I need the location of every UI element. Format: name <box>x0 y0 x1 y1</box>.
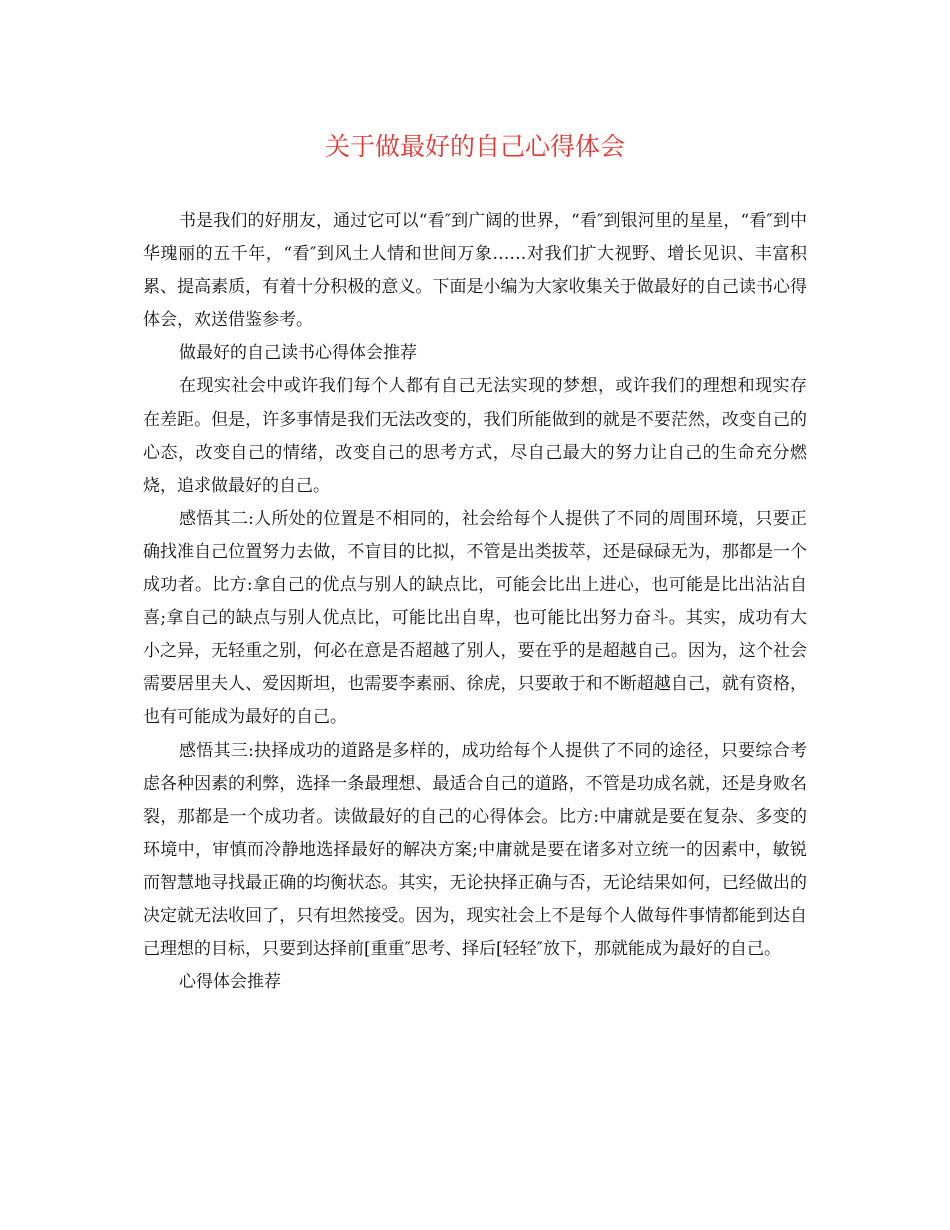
paragraph-insight-three: 感悟其三:抉择成功的道路是多样的，成功给每个人提供了不同的途径，只要综合考虑各种因素的利弊，选择一条最理想、最适合自己的道路，不管是功成名就，还是身败名裂，那都是一个成功者。读做最好的自己的心得体会。比方:中庸就是要在复杂、多变的环境中，审慎而冷静地选择最好的解决方案;中庸就是要在诸多对立统一的因素中，敏锐而智慧地寻找最正确的均衡状态。其实，无论抉择正确与否，无论结果如何，已经做出的决定就无法收回了，只有坦然接受。因为，现实社会上不是每个人做每件事情都能到达自己理想的目标，只要到达择前[重重″思考、择后[轻轻″放下，那就能成为最好的自己。 <box>143 740 807 960</box>
paragraph-insight-two: 感悟其二:人所处的位置是不相同的，社会给每个人提供了不同的周围环境，只要正确找准自己位置努力去做，不盲目的比拟，不管是出类拔萃，还是碌碌无为，那都是一个成功者。比方:拿自己的优点与别人的缺点比，可能会比出上进心，也可能是比出沾沾自喜;拿自己的缺点与别人优点比，可能比出自卑，也可能比出努力奋斗。其实，成功有大小之异，无轻重之别，何必在意是否超越了别人，要在乎的是超越自己。因为，这个社会需要居里夫人、爱因斯坦，也需要李素丽、徐虎，只要敢于和不断超越自己，就有资格，也有可能成为最好的自己。 <box>143 508 807 728</box>
document-title: 关于做最好的自己心得体会 <box>324 132 625 161</box>
paragraph-reality: 在现实社会中或许我们每个人都有自己无法实现的梦想，或许我们的理想和现实存在差距。但是，许多事情是我们无法改变的，我们所能做到的就是不要茫然，改变自己的心态，改变自己的情绪，改变自己的思考方式，尽自己最大的努力让自己的生命充分燃烧，追求做最好的自己。 <box>143 376 807 496</box>
paragraph-heading-recommend: 做最好的自己读书心得体会推荐 <box>179 343 417 364</box>
document-body <box>143 205 807 999</box>
paragraph-intro: 书是我们的好朋友，通过它可以“看″到广阔的世界，“看″到银河里的星星，“看″到中华瑰丽的五千年，“看″到风土人情和世间万象……对我们扩大视野、增长见识、丰富积累、提高素质，有着十分积极的意义。下面是小编为大家收集关于做最好的自己读书心得体会，欢送借鉴参考。 <box>143 211 807 331</box>
paragraph-heading-experience: 心得体会推荐 <box>179 972 281 993</box>
